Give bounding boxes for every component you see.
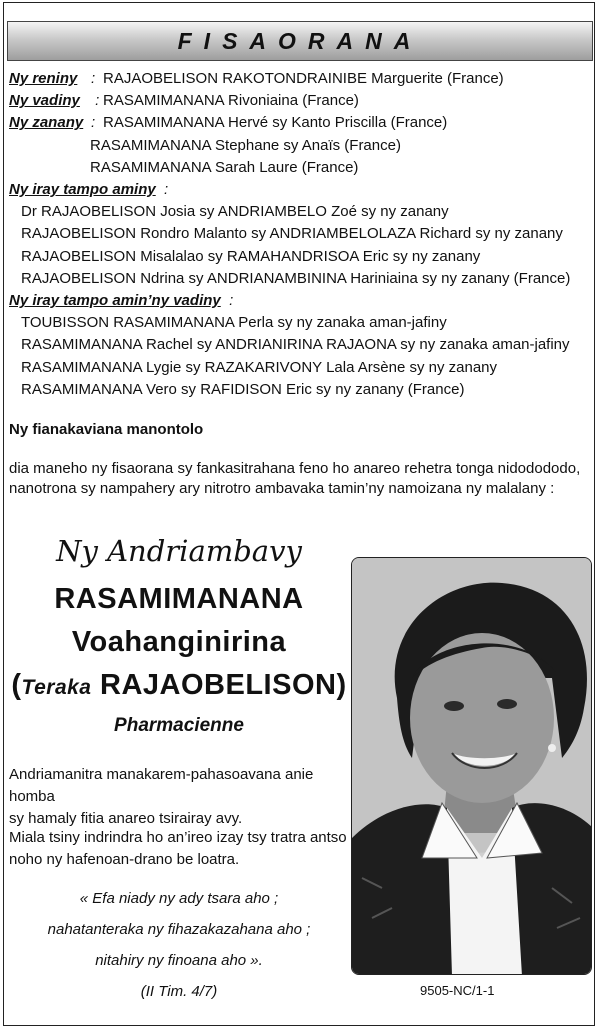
zanany-line: RASAMIMANANA Hervé sy Kanto Priscilla (France) <box>103 114 448 132</box>
vadiny-row: Ny vadiny : RASAMIMANANA Rivoniaina (France) <box>9 90 594 112</box>
vadiny-label: Ny vadiny <box>9 92 80 110</box>
tampo-aminy-line: RAJAOBELISON Ndrina sy ANDRIANAMBININA Hariniaina sy ny zanany (France) <box>21 269 571 287</box>
zanany-row: Ny zanany : RASAMIMANANA Hervé sy Kanto Priscilla (France) <box>9 112 594 134</box>
page-title: FISAORANA <box>177 27 423 54</box>
family-list <box>9 68 594 499</box>
honorific: Ny Andriambavy <box>56 534 302 568</box>
reniny-text: RAJAOBELISON RAKOTONDRAINIBE Marguerite (France) <box>103 70 504 87</box>
intro-line: dia maneho ny fisaorana sy fankasitrahana feno ho anareo rehetra tonga nidodododo, <box>9 460 581 478</box>
profession: Pharmacienne <box>114 715 244 736</box>
maiden-name: RAJAOBELISON) <box>100 669 347 701</box>
tampo-vadiny-line: RASAMIMANANA Rachel sy ANDRIANIRINA RAJAONA sy ny zanaka aman-jafiny <box>21 336 570 354</box>
reference-code: 9505-NC/1-1 <box>420 983 495 998</box>
maiden-name-line <box>9 669 349 702</box>
tampo-vadiny-line: TOUBISSON RASAMIMANANA Perla sy ny zanaka aman-jafiny <box>21 314 447 332</box>
apology-line: Miala tsiny indrindra ho an’ireo izay tsy tratra antso <box>9 829 347 846</box>
deceased-firstname: Voahanginirina <box>71 626 287 658</box>
reniny-row: Ny reniny : RAJAOBELISON RAKOTONDRAINIBE Marguerite (France) <box>9 68 594 90</box>
tampo-aminy-heading: Ny iray tampo aminy : <box>9 179 594 201</box>
zanany-label: Ny zanany <box>9 114 84 132</box>
title-banner <box>7 21 593 61</box>
portrait-illustration <box>352 558 592 975</box>
teraka-label: Teraka <box>21 676 92 699</box>
intro-line: nanotrona sy nampahery ary nitrotro ambavaka tamin’ny namoizana ny malalany : <box>9 480 555 498</box>
vadiny-text: RASAMIMANANA Rivoniaina (France) <box>103 92 359 110</box>
reniny-label: Ny reniny <box>9 70 78 87</box>
zanany-line: RASAMIMANANA Stephane sy Anaïs (France) <box>90 136 401 154</box>
tampo-aminy-line: RAJAOBELISON Rondro Malanto sy ANDRIAMBELOLAZA Richard sy ny zanany <box>21 225 563 243</box>
tampo-aminy-line: RAJAOBELISON Misalalao sy RAMAHANDRISOA Eric sy ny zanany <box>21 247 481 265</box>
paren-open: ( <box>11 669 22 701</box>
blessing-line: Andriamanitra manakarem-pahasoavana anie homba <box>9 766 314 805</box>
quote-line: nitahiry ny finoana aho ». <box>95 952 263 969</box>
tampo-vadiny-line: RASAMIMANANA Vero sy RAFIDISON Eric sy ny zanany (France) <box>21 380 465 398</box>
tampo-aminy-label: Ny iray tampo aminy <box>9 181 156 199</box>
apology-paragraph <box>9 827 354 871</box>
fianakaviana-heading: Ny fianakaviana manontolo <box>9 421 204 439</box>
tampo-aminy-line: Dr RAJAOBELISON Josia sy ANDRIAMBELO Zoé sy ny zanany <box>21 203 449 221</box>
tampo-vadiny-heading: Ny iray tampo amin’ny vadiny : <box>9 290 594 312</box>
tampo-vadiny-label: Ny iray tampo amin’ny vadiny <box>9 292 221 310</box>
portrait-photo <box>351 557 592 975</box>
tampo-vadiny-line: RASAMIMANANA Lygie sy RAZAKARIVONY Lala Arsène sy ny zanany <box>21 358 498 376</box>
blessing-paragraph <box>9 764 354 830</box>
blessing-line: sy hamaly fitia anareo tsirairay avy. <box>9 810 243 827</box>
zanany-line: RASAMIMANANA Sarah Laure (France) <box>90 158 359 176</box>
quote-line: « Efa niady ny ady tsara aho ; <box>79 890 279 907</box>
quote-line: nahatanteraka ny fihazakazahana aho ; <box>47 921 311 938</box>
apology-line: noho ny hafenoan-drano be loatra. <box>9 851 240 868</box>
quote-reference: (II Tim. 4/7) <box>140 983 218 1000</box>
deceased-surname: RASAMIMANANA <box>54 583 304 615</box>
